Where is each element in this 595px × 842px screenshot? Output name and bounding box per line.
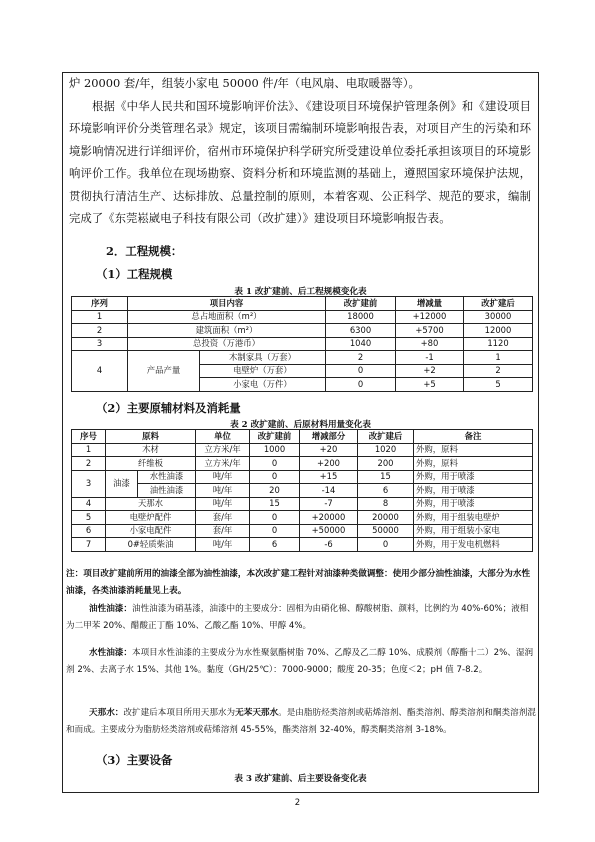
cell-before: 0 — [250, 470, 300, 484]
note-oil-paint-text: 油性油漆为硝基漆，油漆中的主要成分：固相为由硝化棉、醇酸树脂、颜料，比例约为 40%-60%；液相为二甲苯 20%、醋酸正丁酯 10%、乙酸乙酯 10%、甲醇 4%。 — [66, 604, 529, 631]
cell-item: 小家电（万件） — [200, 378, 326, 392]
cell-after: 20000 — [358, 511, 414, 525]
cell-after: 5 — [464, 378, 533, 392]
cell-before: 15 — [250, 497, 300, 511]
cell-before: 2 — [326, 351, 396, 365]
cell-before: 0 — [250, 524, 300, 538]
table-1 — [71, 296, 533, 392]
table-1-caption: 表 1 改扩建前、后工程规模变化表 — [234, 287, 367, 297]
cell-after: 1020 — [358, 443, 414, 457]
t1-header-item: 项目内容 — [128, 297, 326, 311]
subsection-3-title: （3）主要设备 — [96, 753, 173, 767]
t1-header-no: 序列 — [72, 297, 128, 311]
cell-unit: 吨/年 — [196, 470, 250, 484]
cell-name: 木材 — [106, 443, 196, 457]
cell-delta: -14 — [300, 484, 358, 498]
cell-after: 6 — [358, 484, 414, 498]
table-row — [72, 443, 533, 457]
cell-remark: 外购，用于喷漆 — [414, 497, 533, 511]
table-row — [72, 310, 533, 324]
cell-remark: 外购，原料 — [414, 443, 533, 457]
cell-no: 1 — [72, 443, 106, 457]
cell-remark: 外购，用于发电机燃料 — [414, 538, 533, 552]
table-row — [72, 538, 533, 552]
table-row — [72, 484, 533, 498]
note-water-paint-label: 水性油漆： — [89, 648, 132, 658]
cell-after: 200 — [358, 457, 414, 471]
table-row — [72, 351, 533, 365]
cell-item: 木制家具（万套） — [200, 351, 326, 365]
cell-after: 0 — [358, 538, 414, 552]
cell-remark: 外购，用于喷漆 — [414, 470, 533, 484]
t2-header-before: 改扩建前 — [250, 430, 300, 444]
cell-delta: +12000 — [396, 310, 464, 324]
cell-no: 6 — [72, 524, 106, 538]
t2-header-after: 改扩建后 — [358, 430, 414, 444]
cell-unit: 吨/年 — [196, 484, 250, 498]
note-thinner-text-b: 。是由脂肪烃类溶剂或萜烯溶剂、酯类溶剂、醇类溶剂和酮类溶剂混和而成。主要成分为脂肪烃类溶剂或萜烯溶剂 45-55%，酯类溶剂 32-40%，醇类酮类溶剂 3-18%。 — [66, 708, 536, 735]
cell-delta: +2 — [396, 364, 464, 378]
cell-after: 30000 — [464, 310, 533, 324]
section-2-title: 2．工程规模： — [106, 244, 183, 258]
table-row — [72, 524, 533, 538]
cell-unit: 套/年 — [196, 511, 250, 525]
table-row — [72, 470, 533, 484]
table-2-caption: 表 2 改扩建前、后原材料用量变化表 — [230, 420, 371, 430]
cell-name: 油性油漆 — [138, 484, 196, 498]
cell-delta: +5 — [396, 378, 464, 392]
table-2 — [71, 429, 533, 552]
cell-name: 纤维板 — [106, 457, 196, 471]
cell-delta: -7 — [300, 497, 358, 511]
cell-unit: 吨/年 — [196, 497, 250, 511]
table-row — [72, 511, 533, 525]
cell-after: 8 — [358, 497, 414, 511]
cell-delta: +50000 — [300, 524, 358, 538]
note-oil-paint — [66, 601, 536, 635]
table-row — [72, 457, 533, 471]
cell-before: 0 — [250, 511, 300, 525]
subsection-1-title: （1）工程规模 — [96, 267, 173, 281]
cell-group-label: 油漆 — [106, 470, 138, 497]
cell-after: 50000 — [358, 524, 414, 538]
cell-before: 20 — [250, 484, 300, 498]
cell-before: 6300 — [326, 324, 396, 338]
cell-before: 1000 — [250, 443, 300, 457]
cell-before: 0 — [326, 364, 396, 378]
table-row — [72, 324, 533, 338]
cell-delta: +20 — [300, 443, 358, 457]
cell-after: 2 — [464, 364, 533, 378]
note-thinner-bold: 无苯天那水 — [235, 708, 279, 718]
cell-item: 建筑面积（m²） — [128, 324, 326, 338]
note-water-paint — [66, 645, 536, 679]
cell-before: 0 — [326, 378, 396, 392]
cell-no: 5 — [72, 511, 106, 525]
note-water-paint-text: 本项目水性油漆的主要成分为水性聚氨酯树脂 70%、乙醇及乙二醇 10%、成膜剂（醇酯十二）2%、湿润剂 2%、去离子水 15%、其他 1%。黏度（GH/25℃）：7000-9000；酸度 20-35；色度＜2；pH 值 7-8.2。 — [66, 648, 534, 675]
cell-remark: 外购，用于喷漆 — [414, 484, 533, 498]
cell-delta: -6 — [300, 538, 358, 552]
intro-line-1: 炉 20000 套/年，组装小家电 50000 件/年（电风扇、电取暖器等）。 — [69, 76, 420, 90]
cell-no: 4 — [72, 497, 106, 511]
cell-no: 2 — [72, 324, 128, 338]
cell-no: 1 — [72, 310, 128, 324]
page-number: 2 — [294, 798, 301, 808]
cell-delta: +200 — [300, 457, 358, 471]
cell-name: 天那水 — [106, 497, 196, 511]
note-thinner-label: 天那水： — [89, 708, 124, 718]
t2-header-remark: 备注 — [414, 430, 533, 444]
cell-group-label: 产品产量 — [128, 351, 200, 392]
t1-header-before: 改扩建前 — [326, 297, 396, 311]
cell-remark: 外购，用于组装电壁炉 — [414, 511, 533, 525]
cell-before: 0 — [250, 457, 300, 471]
table-row — [72, 497, 533, 511]
note-oil-paint-label: 油性油漆： — [89, 604, 132, 614]
cell-name: 水性油漆 — [138, 470, 196, 484]
cell-delta: +5700 — [396, 324, 464, 338]
cell-after: 15 — [358, 470, 414, 484]
cell-after: 1120 — [464, 337, 533, 351]
cell-after: 12000 — [464, 324, 533, 338]
cell-name: 0#轻质柴油 — [106, 538, 196, 552]
cell-remark: 外购，用于组装小家电 — [414, 524, 533, 538]
cell-name: 小家电配件 — [106, 524, 196, 538]
cell-no: 3 — [72, 470, 106, 497]
note-paint-adjustment: 注：项目改扩建前所用的油漆全部为油性油漆，本次改扩建工程针对油漆种类做调整：使用少部分油性油漆，大部分为水性油漆，各类油漆消耗量见上表。 — [66, 569, 531, 596]
cell-no: 4 — [72, 351, 128, 392]
cell-item: 总占地面积（m²） — [128, 310, 326, 324]
t1-header-after: 改扩建后 — [464, 297, 533, 311]
cell-no: 2 — [72, 457, 106, 471]
cell-before: 18000 — [326, 310, 396, 324]
t1-header-delta: 增减量 — [396, 297, 464, 311]
cell-before: 6 — [250, 538, 300, 552]
cell-item: 电壁炉（万套） — [200, 364, 326, 378]
table-3-caption: 表 3 改扩建前、后主要设备变化表 — [234, 774, 367, 784]
cell-unit: 套/年 — [196, 524, 250, 538]
subsection-2-title: （2）主要原辅材料及消耗量 — [96, 401, 241, 415]
note-thinner — [66, 705, 536, 739]
t2-header-delta: 增减部分 — [300, 430, 358, 444]
t2-header-unit: 单位 — [196, 430, 250, 444]
cell-unit: 吨/年 — [196, 538, 250, 552]
cell-after: 1 — [464, 351, 533, 365]
t2-header-name: 原料 — [106, 430, 196, 444]
cell-delta: +20000 — [300, 511, 358, 525]
cell-delta: -1 — [396, 351, 464, 365]
cell-delta: +15 — [300, 470, 358, 484]
cell-unit: 立方米/年 — [196, 443, 250, 457]
t2-header-no: 序号 — [72, 430, 106, 444]
cell-no: 7 — [72, 538, 106, 552]
cell-remark: 外购，原料 — [414, 457, 533, 471]
cell-name: 电壁炉配件 — [106, 511, 196, 525]
intro-paragraph: 根据《中华人民共和国环境影响评价法》、《建设项目环境保护管理条例》和《建设项目环境影响评价分类管理名录》规定，该项目需编制环境影响报告表，对项目产生的污染和环境影响情况进行详细评价，宿州市环境保护科学研究所受建设单位委托承担该项目的环境影响评价工作。我单位在现场勘察、资料分析和环境监测的基础上，遵照国家环境保护法规，贯彻执行清洁生产、达标排放、总量控制的原则，本着客观、公正科学、规范的要求，编制完成了《东莞崧崴电子科技有限公司（改扩建）》建设项目环境影响报告表。 — [69, 99, 531, 226]
table-row — [72, 337, 533, 351]
cell-no: 3 — [72, 337, 128, 351]
note-thinner-text-a: 改扩建后本项目所用天那水为 — [123, 708, 236, 718]
cell-item: 总投资（万港币） — [128, 337, 326, 351]
cell-delta: +80 — [396, 337, 464, 351]
cell-before: 1040 — [326, 337, 396, 351]
cell-unit: 立方米/年 — [196, 457, 250, 471]
